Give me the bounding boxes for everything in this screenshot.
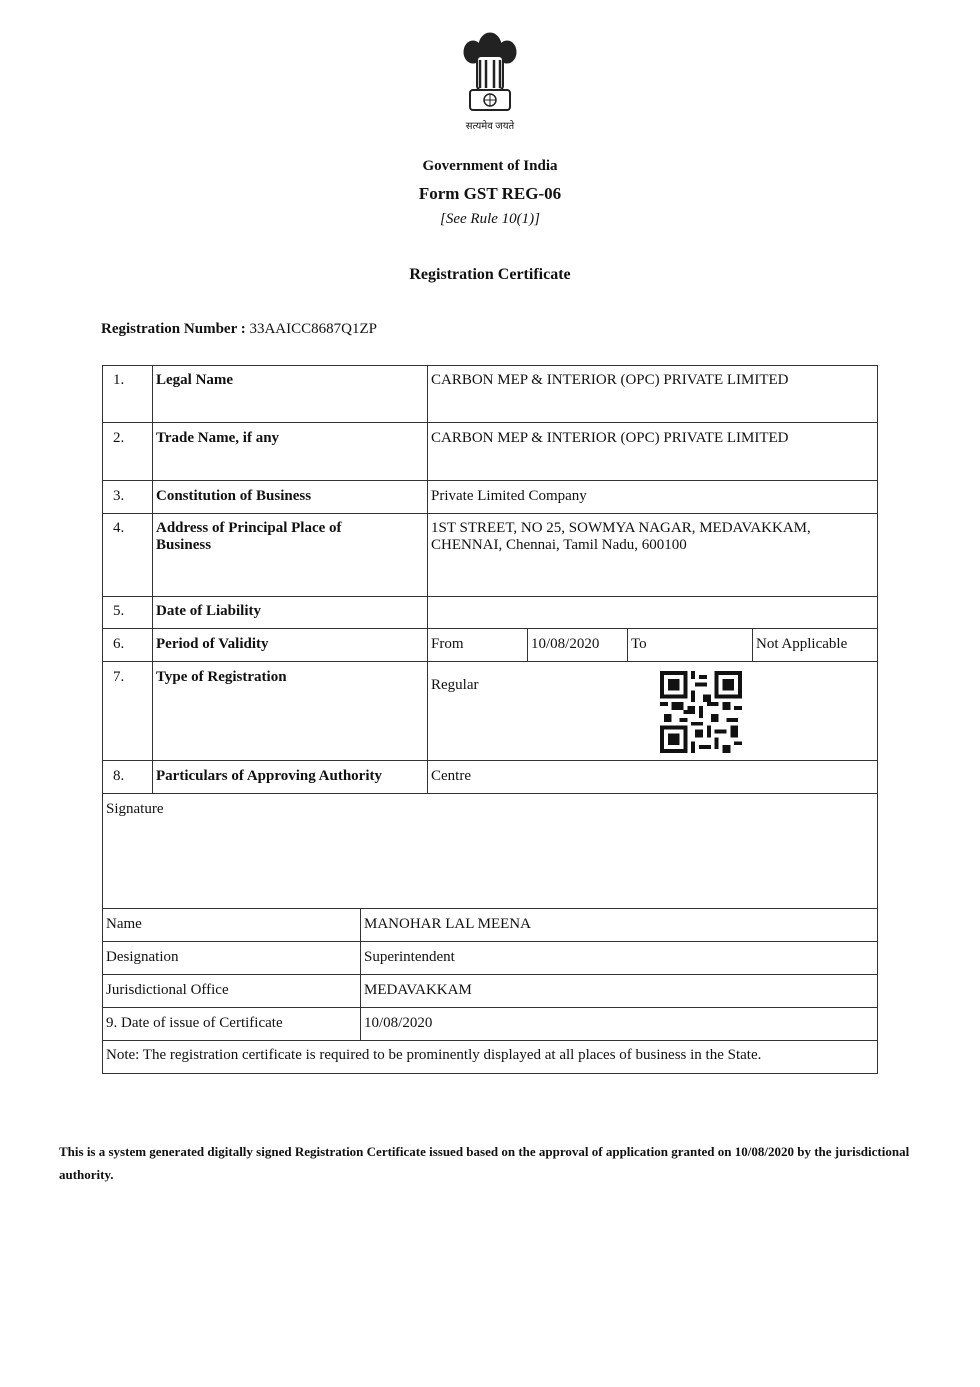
- row-number: 1.: [113, 372, 125, 388]
- government-heading: Government of India: [422, 158, 558, 174]
- rule-reference: [See Rule 10(1)]: [440, 211, 540, 227]
- row-divider: [102, 422, 878, 423]
- column-divider: [752, 628, 753, 661]
- row-divider: [102, 628, 878, 629]
- form-title: Form GST REG-06: [418, 184, 562, 203]
- constitution-label: Constitution of Business: [156, 488, 312, 504]
- registration-number-label: Registration Number :: [101, 321, 246, 337]
- validity-from-value: 10/08/2020: [531, 636, 600, 652]
- officer-name-label: Name: [106, 916, 142, 932]
- column-divider: [527, 628, 528, 661]
- row-divider: [102, 760, 878, 761]
- row-divider: [102, 941, 878, 942]
- approving-authority-label: Particulars of Approving Authority: [156, 768, 382, 784]
- row-divider: [102, 596, 878, 597]
- national-emblem-icon: [450, 28, 530, 132]
- officer-name-value: MANOHAR LAL MEENA: [364, 916, 531, 932]
- display-note: Note: The registration certificate is required to be prominently displayed at all places of business in the State.: [106, 1047, 762, 1063]
- jurisdictional-office-label: Jurisdictional Office: [106, 982, 229, 998]
- validity-to-label: To: [631, 636, 647, 652]
- row-number: 4.: [113, 520, 125, 536]
- row-divider: [102, 793, 878, 794]
- registration-number-value: 33AAICC8687Q1ZP: [249, 321, 377, 337]
- signature-label: Signature: [106, 801, 164, 817]
- qr-code-icon: [660, 671, 742, 753]
- row-divider: [102, 480, 878, 481]
- registration-table: [102, 365, 878, 1074]
- row-divider: [102, 513, 878, 514]
- row-number: 6.: [113, 636, 125, 652]
- issue-date-value: 10/08/2020: [364, 1015, 433, 1031]
- row-divider: [102, 1040, 878, 1041]
- row-divider: [102, 908, 878, 909]
- row-number: 3.: [113, 488, 125, 504]
- page-title: Registration Certificate: [409, 266, 571, 283]
- system-generated-footer: This is a system generated digitally signed Registration Certificate issued based on the approval of application granted on 10/08/2020 by the jurisdictional authority.: [59, 1144, 910, 1182]
- row-divider: [102, 974, 878, 975]
- constitution-value: Private Limited Company: [431, 488, 587, 504]
- type-of-registration-label: Type of Registration: [156, 669, 287, 685]
- column-divider: [152, 365, 153, 793]
- row-number: 5.: [113, 603, 125, 619]
- row-number: 8.: [113, 768, 125, 784]
- address-value: 1ST STREET, NO 25, SOWMYA NAGAR, MEDAVAKKAM, CHENNAI, Chennai, Tamil Nadu, 600100: [431, 520, 811, 553]
- column-divider: [627, 628, 628, 661]
- validity-to-value: Not Applicable: [756, 636, 848, 652]
- column-divider: [360, 908, 361, 1040]
- row-divider: [102, 661, 878, 662]
- approving-authority-value: Centre: [431, 768, 471, 784]
- address-label: Address of Principal Place of Business: [156, 520, 342, 553]
- registration-number: [101, 321, 377, 338]
- row-number: 7.: [113, 669, 125, 685]
- row-number: 2.: [113, 430, 125, 446]
- validity-from-label: From: [431, 636, 464, 652]
- jurisdictional-office-value: MEDAVAKKAM: [364, 982, 472, 998]
- motto: सत्यमेव जयते: [465, 121, 515, 132]
- designation-label: Designation: [106, 949, 179, 965]
- row-divider: [102, 1007, 878, 1008]
- column-divider: [427, 365, 428, 793]
- legal-name-label: Legal Name: [156, 372, 234, 388]
- type-of-registration-value: Regular: [431, 677, 479, 693]
- legal-name-value: CARBON MEP & INTERIOR (OPC) PRIVATE LIMITED: [431, 372, 789, 388]
- trade-name-label: Trade Name, if any: [156, 430, 280, 446]
- period-of-validity-label: Period of Validity: [156, 636, 269, 652]
- designation-value: Superintendent: [364, 949, 455, 965]
- issue-date-label: 9. Date of issue of Certificate: [106, 1015, 283, 1031]
- date-of-liability-label: Date of Liability: [156, 603, 261, 619]
- trade-name-value: CARBON MEP & INTERIOR (OPC) PRIVATE LIMITED: [431, 430, 789, 446]
